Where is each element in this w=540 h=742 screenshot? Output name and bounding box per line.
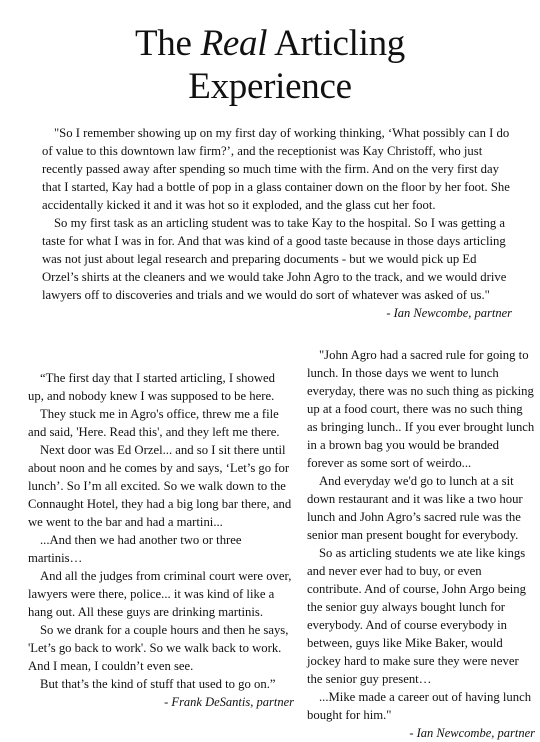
top-quote-paragraph-2: So my first task as an articling student was to take Kay to the hospital. So I was getting a taste for what I was in for. And that was kind of a good taste because in those days articling was not just about legal research and preparing documents - but we would pick up Ed Orzel’s shirts at the cleaners and we would take John Agro to the track, and we would drive lawyers off to discoveries and trials and we would do sort of whatever was asked of us." (42, 216, 507, 302)
left-quote (28, 369, 294, 711)
right-quote-paragraph-2: And everyday we'd go to lunch at a sit down restaurant and it was like a two hour lunch and John Agro’s sacred rule was the senior man present bought for everybody. (307, 474, 523, 542)
right-quote (307, 346, 535, 742)
top-quote-paragraph-1: "So I remember showing up on my first day of working thinking, ‘What possibly can I do of value to this downtown law firm?’, and the receptionist was Kay Christoff, who just recently passed away after spending so much time with the firm. And on the very first day that I started, Kay had a bottle of pop in a glass container down on the floor by her foot. She accidentally kicked it and it was hot so it exploded, and the glass cut her foot. (42, 126, 510, 212)
right-quote-paragraph-4: ...Mike made a career out of having lunch bought for him." (307, 690, 532, 722)
title-emphasis: Real (200, 23, 268, 64)
title-suffix: Articling (267, 23, 405, 64)
title-line1 (135, 23, 405, 64)
left-quote-paragraph-4: ...And then we had another two or three martinis… (28, 533, 242, 565)
left-quote-paragraph-3: Next door was Ed Orzel... and so I sit there until about noon and he comes by and says, ‘Let’s go for lunch’. So I’m all excited. So we walk down to the Connaught Hotel, they had a big long bar there, and we went to the bar and had a martini... (28, 443, 292, 529)
title-prefix: The (135, 23, 201, 64)
page-title (0, 22, 540, 108)
left-quote-attribution: - Frank DeSantis, partner (164, 695, 294, 709)
top-quote (42, 124, 512, 322)
left-quote-paragraph-6: So we drank for a couple hours and then he says, 'Let’s go back to work'. So we walk back to work. And I mean, I couldn’t even see. (28, 623, 289, 673)
left-quote-paragraph-7: But that’s the kind of stuff that used to go on.” (40, 677, 276, 691)
right-quote-attribution: - Ian Newcombe, partner (409, 726, 535, 740)
left-quote-paragraph-5: And all the judges from criminal court were over, lawyers were there, police... it was kind of like a hang out. All these guys are drinking martinis. (28, 569, 292, 619)
right-quote-paragraph-3: So as articling students we ate like kings and never ever had to buy, or even contribute. And of course, John Argo being the senior guy always bought lunch for everybody. And of course everybody in between, guys like Mike Baker, would jockey hard to make sure they were never the senior guy present… (307, 546, 526, 686)
right-quote-paragraph-1: "John Agro had a sacred rule for going to lunch. In those days we went to lunch everyday, there was no such thing as picking up at a food court, there was no such thing as bringing lunch.. If you ever brought lunch in a brown bag you would be branded forever as some sort of weirdo... (307, 348, 535, 470)
title-line2: Experience (188, 66, 352, 107)
left-quote-paragraph-1: “The first day that I started articling, I showed up, and nobody knew I was supposed to be here. (28, 371, 275, 403)
top-quote-attribution: - Ian Newcombe, partner (386, 306, 512, 320)
left-quote-paragraph-2: They stuck me in Agro's office, threw me a file and said, 'Here. Read this', and they left me there. (28, 407, 280, 439)
